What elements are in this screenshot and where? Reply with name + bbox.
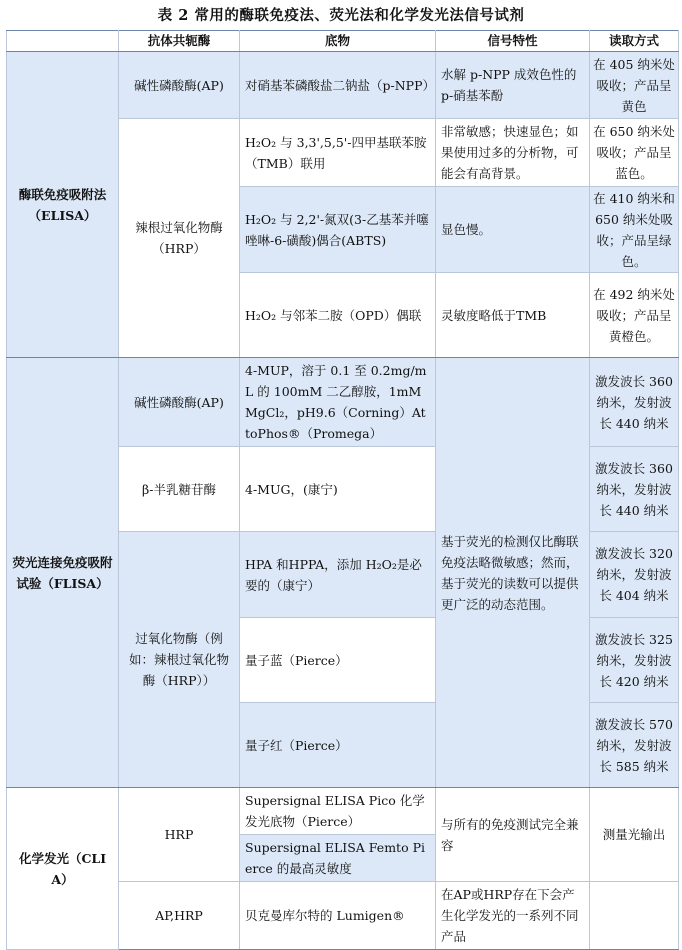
- elisa-tmb-signal: 非常敏感；快速显色；如果使用过多的分析物，可能会有高背景。: [436, 119, 590, 187]
- elisa-tmb-readout: 在 650 纳米处吸收；产品呈蓝色。: [590, 119, 679, 187]
- table-row: [7, 788, 679, 835]
- elisa-opd-signal: 灵敏度略低于TMB: [436, 273, 590, 358]
- header-enzyme: 抗体共轭酶: [119, 31, 240, 52]
- clia-lumigen-signal: 在AP或HRP存在下会产生化学发光的一系列不同产品: [436, 882, 590, 950]
- header-row: [7, 31, 679, 52]
- flisa-ap-readout: 激发波长 360 纳米，发射波长 440 纳米: [590, 358, 679, 447]
- clia-pico-substrate: Supersignal ELISA Pico 化学发光底物（Pierce）: [240, 788, 436, 835]
- elisa-abts-substrate: H₂O₂ 与 2,2'-氮双(3-乙基苯并噻唑啉-6-磺酸)偶合(ABTS): [240, 187, 436, 273]
- table-row: [7, 358, 679, 447]
- elisa-abts-readout: 在 410 纳米和 650 纳米处吸收；产品呈绿色。: [590, 187, 679, 273]
- clia-readout: 测量光输出: [590, 788, 679, 882]
- header-signal: 信号特性: [436, 31, 590, 52]
- flisa-signal: 基于荧光的检测仅比酶联免疫法略微敏感；然而，基于荧光的读数可以提供更广泛的动态范围。: [436, 358, 590, 788]
- clia-hrp-signal: 与所有的免疫测试完全兼容: [436, 788, 590, 882]
- elisa-tmb-substrate: H₂O₂ 与 3,3',5,5'-四甲基联苯胺（TMB）联用: [240, 119, 436, 187]
- flisa-qred-readout: 激发波长 570 纳米，发射波长 585 纳米: [590, 703, 679, 788]
- flisa-qblue-readout: 激发波长 325 纳米，发射波长 420 纳米: [590, 618, 679, 703]
- clia-hrp-enzyme: HRP: [119, 788, 240, 882]
- table-row: [7, 52, 679, 119]
- clia-aphrp-enzyme: AP,HRP: [119, 882, 240, 950]
- flisa-hpa-readout: 激发波长 320 纳米，发射波长 404 纳米: [590, 532, 679, 618]
- elisa-ap-readout: 在 405 纳米处吸收；产品呈黄色: [590, 52, 679, 119]
- flisa-ap-enzyme: 碱性磷酸酶(AP): [119, 358, 240, 447]
- elisa-ap-substrate: 对硝基苯磷酸盐二钠盐（p-NPP）: [240, 52, 436, 119]
- flisa-perox-enzyme: 过氧化物酶（例如：辣根过氧化物酶（HRP））: [119, 532, 240, 788]
- elisa-category: 酶联免疫吸附法（ELISA）: [7, 52, 119, 358]
- clia-blank-readout: [590, 882, 679, 950]
- flisa-qblue-substrate: 量子蓝（Pierce）: [240, 618, 436, 703]
- clia-category: 化学发光（CLIA）: [7, 788, 119, 950]
- header-readout: 读取方式: [590, 31, 679, 52]
- elisa-opd-readout: 在 492 纳米处吸收；产品呈黄橙色。: [590, 273, 679, 358]
- elisa-hrp-enzyme: 辣根过氧化物酶（HRP）: [119, 119, 240, 358]
- table-title: 表 2 常用的酶联免疫法、荧光法和化学发光法信号试剂: [157, 7, 525, 24]
- reagent-table: [6, 30, 679, 950]
- elisa-opd-substrate: H₂O₂ 与邻苯二胺（OPD）偶联: [240, 273, 436, 358]
- elisa-ap-enzyme: 碱性磷酸酶(AP): [119, 52, 240, 119]
- flisa-category: 荧光连接免疫吸附试验（FLISA）: [7, 358, 119, 788]
- header-substrate: 底物: [240, 31, 436, 52]
- clia-lumigen-substrate: 贝克曼库尔特的 Lumigen®: [240, 882, 436, 950]
- elisa-abts-signal: 显色慢。: [436, 187, 590, 273]
- flisa-hpa-substrate: HPA 和HPPA，添加 H₂O₂是必要的（康宁）: [240, 532, 436, 618]
- flisa-gal-enzyme: β-半乳糖苷酶: [119, 447, 240, 532]
- flisa-gal-readout: 激发波长 360 纳米，发射波长 440 纳米: [590, 447, 679, 532]
- flisa-gal-substrate: 4-MUG，(康宁): [240, 447, 436, 532]
- flisa-qred-substrate: 量子红（Pierce）: [240, 703, 436, 788]
- flisa-ap-substrate: 4-MUP，溶于 0.1 至 0.2mg/mL 的 100mM 二乙醇胺，1mM MgCl₂，pH9.6（Corning）AttoPhos®（Promega）: [240, 358, 436, 447]
- header-blank: [7, 31, 119, 52]
- elisa-ap-signal: 水解 p-NPP 成效色性的 p-硝基苯酚: [436, 52, 590, 119]
- clia-femto-substrate: Supersignal ELISA Femto Pierce 的最高灵敏度: [240, 835, 436, 882]
